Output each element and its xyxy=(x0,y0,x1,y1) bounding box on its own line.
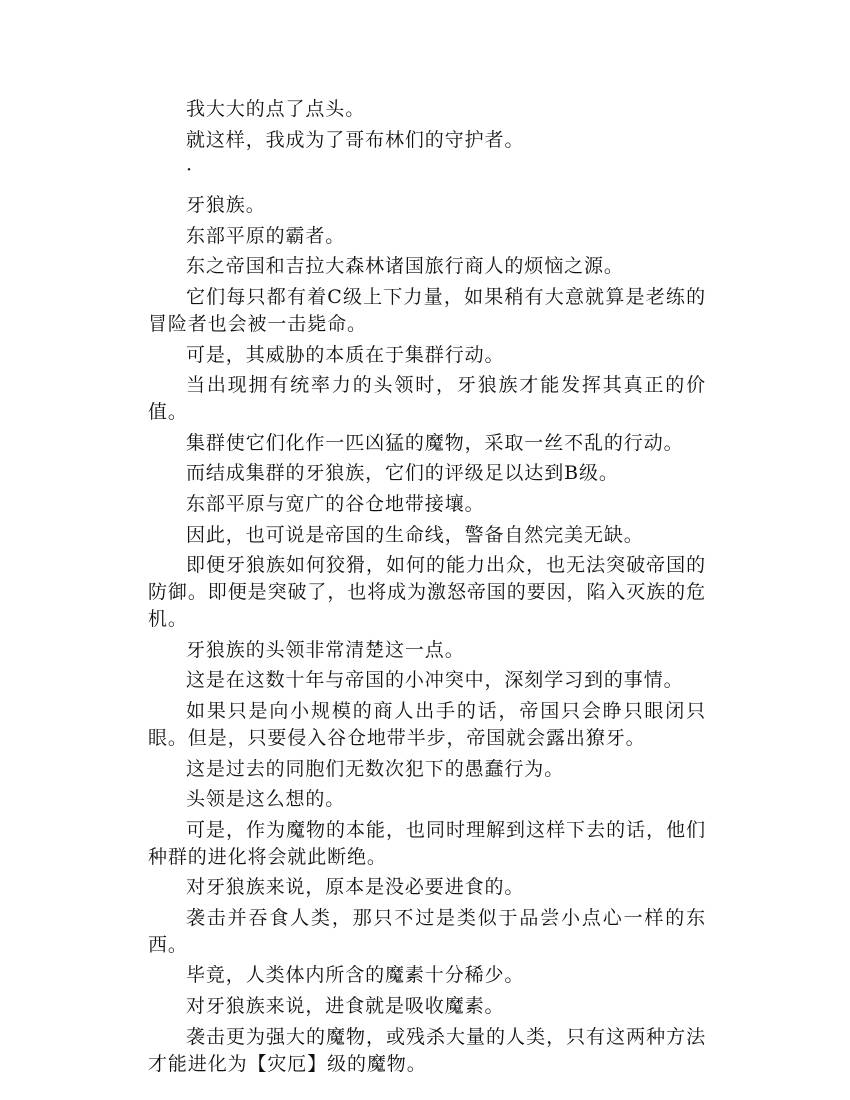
scene-break-dot: · xyxy=(186,159,193,182)
paragraph: 东部平原的霸者。 xyxy=(186,224,346,247)
paragraph: 对牙狼族来说，原本是没必要进食的。 xyxy=(186,876,525,899)
paragraph: 我大大的点了点头。 xyxy=(186,98,366,120)
paragraph: 头领是这么想的。 xyxy=(186,788,346,811)
paragraph: 当出现拥有统率力的头领时，牙狼族才能发挥其真正的价值。 xyxy=(148,374,706,424)
paragraph: 这是过去的同胞们无数次犯下的愚蠢行为。 xyxy=(186,757,565,780)
paragraph: 即便牙狼族如何狡猾，如何的能力出众，也无法突破帝国的防御。即便是突破了，也将成为激怒帝国的要因，陷入灭族的危机。 xyxy=(148,554,706,631)
paragraph: 它们每只都有着C级上下力量，如果稍有大意就算是老练的冒险者也会被一击毙命。 xyxy=(148,285,706,335)
paragraph: 可是，作为魔物的本能，也同时理解到这样下去的话，他们种群的进化将会就此断绝。 xyxy=(148,818,706,868)
paragraph: 袭击更为强大的魔物，或残杀大量的人类，只有这两种方法才能进化为【灾厄】级的魔物。 xyxy=(148,1025,706,1075)
paragraph: 而结成集群的牙狼族，它们的评级足以达到B级。 xyxy=(186,462,619,485)
paragraph: 集群使它们化作一匹凶猛的魔物，采取一丝不乱的行动。 xyxy=(186,431,684,454)
paragraph: 袭击并吞食人类，那只不过是类似于品尝小点心一样的东西。 xyxy=(148,906,706,956)
paragraph: 如果只是向小规模的商人出手的话，帝国只会睁只眼闭只眼。但是，只要侵入谷仓地带半步，帝国就会露出獠牙。 xyxy=(148,699,706,749)
paragraph: 牙狼族。 xyxy=(186,194,266,217)
paragraph: 东之帝国和吉拉大森林诸国旅行商人的烦恼之源。 xyxy=(186,255,624,278)
paragraph: 就这样，我成为了哥布林们的守护者。 xyxy=(186,128,525,151)
paragraph: 因此，也可说是帝国的生命线，警备自然完美无缺。 xyxy=(186,523,644,546)
paragraph: 这是在这数十年与帝国的小冲突中，深刻学习到的事情。 xyxy=(186,669,684,692)
paragraph: 毕竟，人类体内所含的魔素十分稀少。 xyxy=(186,964,525,987)
paragraph: 牙狼族的头领非常清楚这一点。 xyxy=(186,638,465,661)
paragraph: 对牙狼族来说，进食就是吸收魔素。 xyxy=(186,995,505,1018)
novel-text-block xyxy=(148,96,706,1081)
paragraph: 东部平原与宽广的谷仓地带接壤。 xyxy=(186,492,485,515)
paragraph: 可是，其威胁的本质在于集群行动。 xyxy=(186,343,505,366)
